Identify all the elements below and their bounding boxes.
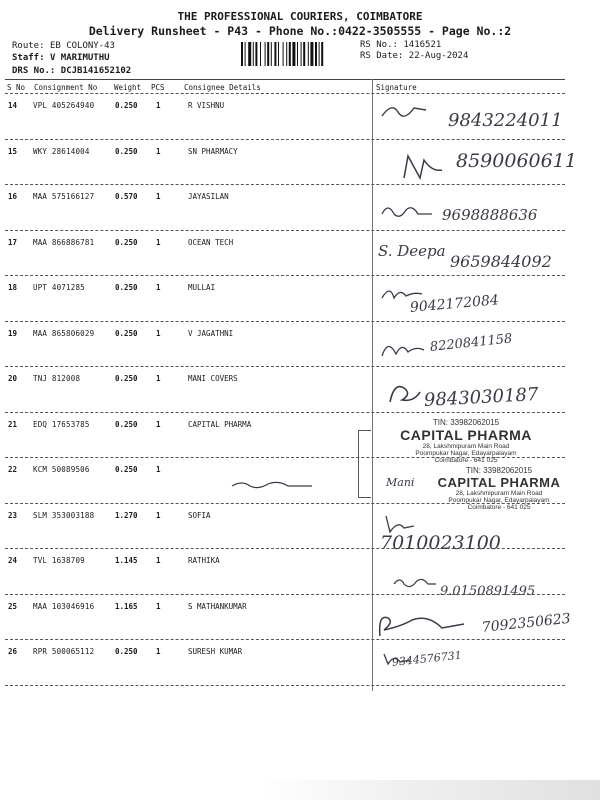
rs-no-line: [360, 40, 441, 50]
cell-consignment: UPT 4071285: [33, 283, 85, 292]
cell-pcs: 1: [156, 101, 161, 110]
cell-weight: 0.250: [115, 419, 138, 429]
staff-label: Staff:: [12, 53, 45, 63]
rs-date-value: 22-Aug-2024: [408, 51, 469, 61]
cell-sno: 24: [8, 556, 18, 565]
cell-pcs: 1: [156, 601, 161, 611]
header-rule: [5, 93, 565, 94]
signature-mark-19: [378, 334, 428, 362]
route-value: EB COLONY-43: [49, 41, 115, 51]
cell-consignment: TVL 1638709: [33, 556, 85, 565]
row-rule: [5, 230, 565, 231]
cell-weight: 1.165: [115, 601, 138, 611]
stamp-name-2: CAPITAL PHARMA: [437, 474, 561, 490]
cell-consignment: MAA 865806029: [33, 328, 95, 338]
cell-sno: 14: [8, 101, 18, 110]
row-rule: [5, 139, 565, 140]
cell-consignee: JAYASILAN: [188, 192, 229, 201]
signature-mark-20: [384, 378, 424, 408]
cell-consignee: V JAGATHNI: [188, 328, 234, 338]
handwritten-phone-25: 7092350623: [481, 610, 572, 636]
cell-weight: 0.570: [115, 192, 138, 201]
stamp-name: CAPITAL PHARMA: [400, 426, 532, 443]
cell-pcs: 1: [156, 465, 161, 474]
stamp-address-3b: Coimbatore - 641 025: [467, 504, 531, 512]
row-rule: [5, 321, 565, 322]
cell-consignee: R VISHNU: [188, 101, 225, 110]
rs-no-label: RS No.:: [360, 40, 398, 50]
cell-weight: 0.250: [115, 101, 138, 110]
cell-consignment: VPL 405264940: [33, 101, 95, 110]
cell-sno: 16: [8, 192, 18, 201]
cell-sno: 23: [8, 510, 18, 520]
cell-weight: 0.250: [115, 465, 138, 474]
cell-consignee: SOFIA: [188, 510, 211, 520]
col-consignment: Consignment No: [34, 83, 98, 92]
rs-date-line: [360, 51, 468, 61]
row-rule: [5, 184, 565, 185]
cell-pcs: 1: [156, 419, 161, 429]
bracket-mark: [358, 430, 371, 498]
stamp-address-1: 28, Lakshmipuram Main Road: [422, 443, 510, 451]
cell-consignee: S MATHANKUMAR: [188, 601, 247, 611]
cell-consignment: MAA 575166127: [33, 192, 95, 201]
scan-shadow: [260, 780, 600, 800]
drs-value: DCJB141652102: [60, 66, 132, 76]
cell-consignee: RATHIKA: [188, 556, 220, 565]
cell-sno: 22: [8, 465, 18, 474]
handwritten-phone-15: 8590060611: [456, 150, 577, 172]
table-top-rule: [5, 79, 565, 80]
cell-consignment: TNJ 812008: [33, 374, 81, 383]
stamp-address-2b: Poompukar Nagar, Edayarpalayam: [448, 497, 550, 505]
cell-pcs: 1: [156, 237, 161, 247]
signature-mark-24: [390, 572, 440, 592]
cell-weight: 0.250: [115, 328, 138, 338]
rs-no-value: 1416521: [403, 40, 442, 50]
staff-value: V MARIMUTHU: [49, 53, 110, 63]
cell-sno: 20: [8, 374, 18, 383]
cell-consignment: RPR 500065112: [33, 647, 95, 656]
handwritten-phone-18: 9042172084: [409, 292, 500, 316]
stamp-address-3: Coimbatore - 641 025: [434, 457, 498, 465]
barcode: [240, 42, 356, 66]
cell-pcs: 1: [156, 328, 161, 338]
stamp-address-2: Poompukar Nagar, Edayarpalayam: [415, 450, 517, 458]
cell-pcs: 1: [156, 192, 161, 201]
cell-consignee: SURESH KUMAR: [188, 647, 243, 656]
signature-mark-16: [378, 200, 438, 222]
stamp-tin-2: TIN: 33982062015: [465, 466, 533, 475]
cell-weight: 1.145: [115, 556, 138, 565]
cell-pcs: 1: [156, 146, 161, 156]
signature-column-rule: [372, 79, 373, 691]
cell-consignment: KCM 50089506: [33, 465, 90, 474]
cell-pcs: 1: [156, 374, 161, 383]
route-label: Route:: [12, 41, 45, 51]
cell-pcs: 1: [156, 510, 161, 520]
cell-weight: 1.270: [115, 510, 138, 520]
handwritten-phone-16: 9698888636: [442, 206, 538, 224]
cell-consignee: SN PHARMACY: [188, 146, 238, 156]
cell-consignment: WKY 28614004: [33, 146, 90, 156]
handwritten-phone-14: 9843224011: [448, 110, 563, 131]
col-sno: S No: [7, 83, 26, 92]
cell-pcs: 1: [156, 647, 161, 656]
cell-sno: 26: [8, 647, 18, 656]
cell-consignment: MAA 866886781: [33, 237, 95, 247]
handwritten-name-17: S. Deepa: [378, 242, 446, 260]
row-rule: [5, 275, 565, 276]
handwritten-phone-24: 9.0150891495: [440, 584, 536, 599]
runsheet-title: Delivery Runsheet - P43 - Phone No.:0422-3505555 - Page No.:2: [88, 24, 512, 38]
handwritten-phone-23: 7010023100: [380, 532, 501, 554]
cell-pcs: 1: [156, 556, 161, 565]
signature-mark-15: [398, 150, 448, 184]
cell-sno: 15: [8, 146, 18, 156]
col-signature: Signature: [376, 83, 417, 92]
row-rule: [5, 639, 565, 640]
stamp-tin: TIN: 33982062015: [432, 418, 500, 427]
company-title: THE PROFESSIONAL COURIERS, COIMBATORE: [177, 10, 423, 23]
cell-consignment: SLM 353003188: [33, 510, 95, 520]
cell-sno: 19: [8, 328, 18, 338]
cell-weight: 0.250: [115, 146, 138, 156]
handwritten-phone-17: 9659844092: [450, 252, 552, 271]
row-rule: [5, 412, 565, 413]
drs-line: [12, 66, 131, 76]
col-weight: Weight: [114, 83, 142, 92]
cell-weight: 0.250: [115, 237, 138, 247]
signature-mark-14: [378, 98, 438, 122]
cell-consignee: CAPITAL PHARMA: [188, 419, 252, 429]
cell-sno: 21: [8, 419, 18, 429]
signature-mark-22: [228, 474, 318, 494]
row-rule: [5, 685, 565, 686]
cell-sno: 18: [8, 283, 18, 292]
company-stamp-2: [424, 467, 574, 512]
cell-consignment: MAA 103046916: [33, 601, 95, 611]
cell-sno: 17: [8, 237, 18, 247]
cell-weight: 0.250: [115, 647, 138, 656]
handwritten-phone-20: 9843030187: [423, 384, 539, 411]
cell-weight: 0.250: [115, 374, 138, 383]
cell-consignment: EDQ 17653785: [33, 419, 90, 429]
col-pcs: PCS: [151, 83, 165, 92]
cell-consignee: MULLAI: [188, 283, 216, 292]
cell-pcs: 1: [156, 283, 161, 292]
cell-consignee: MANI COVERS: [188, 374, 238, 383]
drs-label: DRS No.:: [12, 66, 56, 76]
handwritten-phone-26: 9344576731: [391, 648, 463, 669]
row-rule: [5, 366, 565, 367]
company-stamp-1: [396, 419, 536, 465]
cell-consignee: OCEAN TECH: [188, 237, 234, 247]
handwritten-phone-19: 8220841158: [429, 331, 514, 355]
col-consignee: Consignee Details: [184, 83, 261, 92]
signature-mark-25: [372, 606, 472, 642]
route-line: [12, 41, 115, 51]
staff-line: [12, 53, 110, 63]
cell-sno: 25: [8, 601, 18, 611]
rs-date-label: RS Date:: [360, 51, 404, 61]
cell-weight: 0.250: [115, 283, 138, 292]
stamp-address-1b: 28, Lakshmipuram Main Road: [455, 490, 543, 498]
handwritten-mark-22: Mani: [386, 476, 415, 489]
